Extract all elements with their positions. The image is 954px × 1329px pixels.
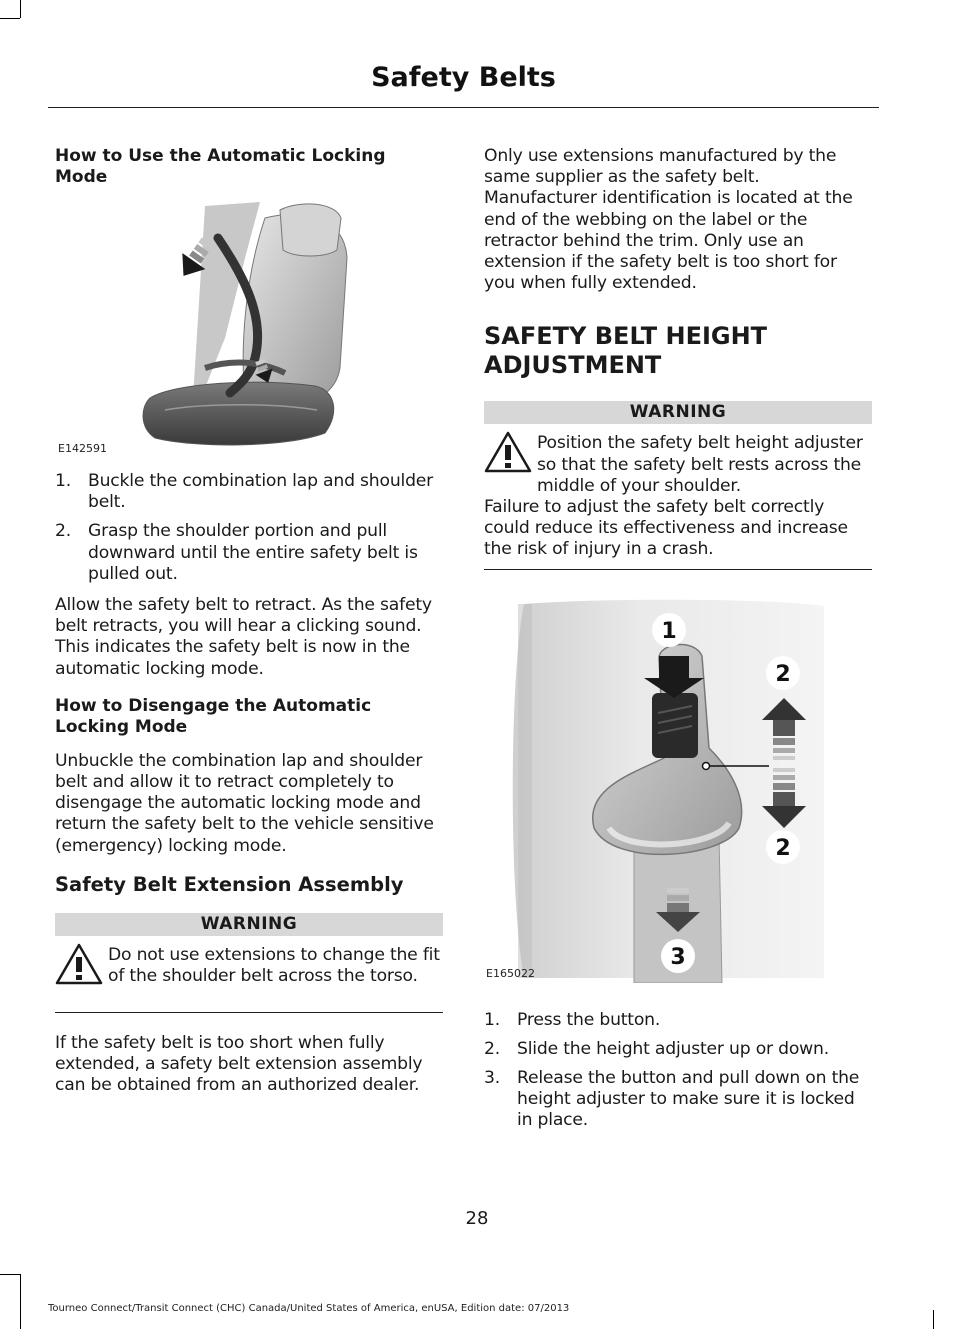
list-item xyxy=(484,1068,872,1132)
crop-mark xyxy=(20,1274,21,1329)
list-item-number: 2. xyxy=(484,1038,500,1059)
list-item xyxy=(484,1010,872,1031)
list-item xyxy=(484,1039,872,1060)
crop-mark xyxy=(0,18,20,19)
crop-mark xyxy=(933,1310,934,1329)
warning-divider xyxy=(55,1012,443,1013)
callout-label: 1 xyxy=(661,618,677,644)
footer-edition: Tourneo Connect/Transit Connect (CHC) Canada/United States of America, enUSA, Edition date: 07/2013 xyxy=(48,1303,570,1314)
height-adjuster-figure xyxy=(484,598,872,1013)
heading-extension: Safety Belt Extension Assembly xyxy=(55,872,404,896)
paragraph-too-short: If the safety belt is too short when fully extended, a safety belt extension assembly can be obtained from an authorized dealer. xyxy=(55,1032,423,1096)
heading-height-adjustment: SAFETY BELT HEIGHT ADJUSTMENT xyxy=(484,322,768,380)
callout-label: 3 xyxy=(670,944,686,970)
callout-label: 2 xyxy=(775,661,791,687)
crop-mark xyxy=(20,0,21,18)
warning-bar: WARNING xyxy=(484,401,872,424)
figure-code: E165022 xyxy=(486,966,535,980)
seat-illustration xyxy=(55,198,443,458)
auto-locking-steps xyxy=(55,471,443,585)
list-item-number: 3. xyxy=(484,1068,500,1089)
list-item-number: 1. xyxy=(484,1009,500,1030)
heading-auto-locking: How to Use the Automatic Locking Mode xyxy=(55,146,386,187)
warning-text-continued: Failure to adjust the safety belt correctly could reduce its effectiveness and increase the risk of injury in a crash. xyxy=(484,497,848,560)
list-item-text: Press the button. xyxy=(517,1009,661,1030)
page-number: 28 xyxy=(465,1208,489,1229)
list-item xyxy=(55,471,443,513)
callout-3 xyxy=(661,939,695,973)
warning-text: Do not use extensions to change the fit of the shoulder belt across the torso. xyxy=(108,944,440,987)
list-item-number: 1. xyxy=(55,471,71,491)
callout-2-top xyxy=(766,656,800,690)
paragraph-extensions: Only use extensions manufactured by the same supplier as the safety belt. Manufacturer identification is located at the end of the webbing on the label or the retractor behind the trim. Only use an extension if the safety belt is too short for you when fully extended. xyxy=(484,146,853,294)
heading-disengage: How to Disengage the Automatic Locking Mode xyxy=(55,695,372,737)
page-header xyxy=(48,58,879,108)
figure-code: E142591 xyxy=(58,442,107,455)
warning-text: Position the safety belt height adjuster so that the safety belt rests across the middle of your shoulder. xyxy=(537,433,863,496)
warning-box xyxy=(484,424,872,560)
page-title: Safety Belts xyxy=(371,62,556,93)
list-item xyxy=(55,521,443,585)
list-item-text: Grasp the shoulder portion and pull downward until the entire safety belt is pulled out. xyxy=(88,521,418,584)
height-adjustment-steps xyxy=(484,1010,872,1132)
callout-1 xyxy=(652,613,686,647)
crop-mark xyxy=(0,1274,20,1275)
warning-divider xyxy=(484,569,872,570)
callout-label: 2 xyxy=(775,835,791,861)
seat-figure xyxy=(55,198,443,468)
warning-triangle-icon xyxy=(484,430,532,474)
list-item-text: Buckle the combination lap and shoulder belt. xyxy=(88,471,434,513)
list-item-text: Release the button and pull down on the height adjuster to make sure it is locked in place. xyxy=(517,1068,860,1131)
height-adjuster-illustration xyxy=(484,598,872,983)
list-item-number: 2. xyxy=(55,521,71,542)
left-column xyxy=(55,146,443,1096)
paragraph-retract: Allow the safety belt to retract. As the safety belt retracts, you will hear a clicking sound. This indicates the safety belt is now in the automatic locking mode. xyxy=(55,595,432,679)
list-item-text: Slide the height adjuster up or down. xyxy=(517,1038,829,1059)
warning-bar: WARNING xyxy=(55,913,443,936)
right-column xyxy=(484,146,872,1132)
warning-triangle-icon xyxy=(55,942,103,986)
callout-2-bottom xyxy=(766,830,800,864)
paragraph-disengage: Unbuckle the combination lap and shoulder belt and allow it to retract completely to disengage the automatic locking mode and return the safety belt to the vehicle sensitive (emergency) locking mode. xyxy=(55,750,434,856)
warning-box xyxy=(55,936,443,1005)
